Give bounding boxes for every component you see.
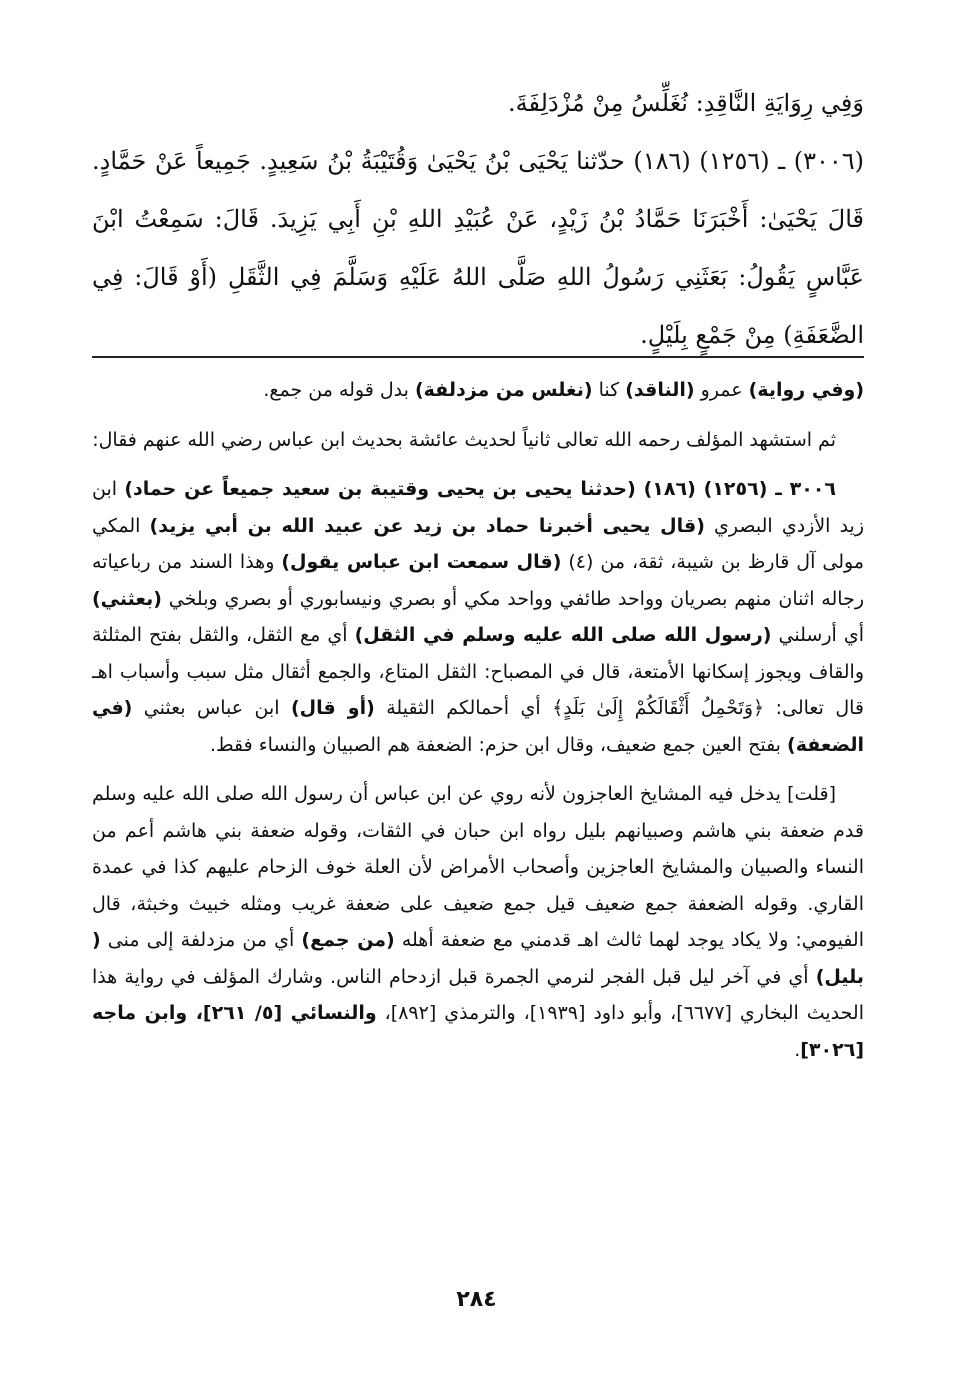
hadith-lead-line: وَفِي رِوَايَةِ النَّاقِدِ: نُغَلِّسُ مِنْ مُزْدَلِفَةَ.	[508, 89, 864, 117]
plain-text: أي أحمالكم الثقيلة	[374, 697, 553, 719]
plain-text: [قلت] يدخل فيه المشايخ العاجزون لأنه روي عن ابن عباس أن رسول الله صلى الله عليه وسلم قدم ضعفة بني هاشم وصبيانهم بليل رواه ابن حبان في الثقات، وقوله ضعفة بني هاشم أعم من النساء والصبيان والمشايخ العاجزين وأصحاب الأمراض لأن العلة خوف الزحام عليهم كذا في عمدة القاري. وقوله الضعفة جمع ضعيف قيل جمع ضعيف على ضعفة غريب ومثله خبيث وخبثة، قال الفيومي: ولا يكاد يوجد لهما ثالث اهـ قدمني مع ضعفة أهله	[92, 783, 864, 951]
plain-text: المكي مولى آل قارظ بن شيبة، ثقة، من (٤)	[92, 514, 864, 573]
bold-term: (قال سمعت ابن عباس يقول)	[281, 551, 562, 573]
plain-text: بدل قوله من جمع.	[263, 379, 415, 401]
quran-verse: ﴿وَتَحْمِلُ أَثْقَالَكُمْ إِلَىٰ بَلَدٍ﴾	[552, 697, 765, 719]
plain-text: أي مع الثقل، والثقل بفتح المثلثة والقاف ويجوز إسكانها الأمتعة، قال في المصباح: الثقل المتاع، والجمع أثقال مثل سبب وأسباب اهـ قال تعالى:	[92, 624, 865, 719]
plain-text: أي أرسلني	[771, 624, 865, 646]
hadith-text: (٣٠٠٦) ـ (١٢٥٦) (١٨٦) حدّثنا يَحْيَى بْنُ يَحْيَىٰ وَقُتَيْبَةُ بْنُ سَعِيدٍ. جَمِيعاً عَنْ حَمَّادٍ. قَالَ يَحْيَىٰ: أَخْبَرَنَا حَمَّادُ بْنُ زَيْدٍ، عَنْ عُبَيْدِ اللهِ بْنِ أَبِي يَزِيدَ. قَالَ: سَمِعْتُ ابْنَ عَبَّاسٍ يَقُولُ: بَعَثَنِي رَسُولُ اللهِ صَلَّى اللهُ عَلَيْهِ وَسَلَّمَ فِي الثَّقَلِ (أَوْ قَالَ: فِي الضَّعَفَةِ) مِنْ جَمْعٍ بِلَيْلٍ.	[92, 147, 865, 349]
commentary-section	[92, 372, 864, 1081]
plain-text: عمرو	[694, 379, 749, 401]
bold-term: ( بليل)	[92, 929, 864, 988]
plain-text: وهذا السند من رباعياته رجاله اثنان منهم بصريان وواحد طائفي وواحد مكي أو بصري ونيسابوري أو بصري وبلخي	[92, 551, 864, 610]
bold-term: ٣٠٠٦ ـ (١٢٥٦) (١٨٦) (حدثنا يحيى بن يحيى وقتيبة بن سعيد جميعاً عن حماد)	[124, 478, 836, 500]
plain-text: ابن عباس بعثني	[132, 697, 291, 719]
commentary-paragraph-3	[92, 471, 864, 763]
footnote-divider	[92, 356, 864, 358]
page-number: ٢٨٤	[456, 1287, 497, 1312]
bold-term: (وفي رواية)	[748, 379, 864, 401]
commentary-paragraph-4	[92, 776, 864, 1068]
commentary-paragraph-1	[92, 372, 864, 409]
bold-term: (من جمع)	[301, 929, 395, 951]
bold-term: (في الضعفة)	[92, 697, 864, 756]
commentary-paragraph-2: ثم استشهد المؤلف رحمه الله تعالى ثانياً لحديث عائشة بحديث ابن عباس رضي الله عنهم فقال:	[92, 428, 836, 451]
bold-term: (نغلس من مزدلفة)	[414, 379, 593, 401]
bold-term: (الناقد)	[625, 379, 695, 401]
bold-term: والنسائي [٥/ ٢٦١]، وابن ماجه [٣٠٢٦]	[92, 1002, 864, 1061]
bold-term: (أو قال)	[291, 697, 375, 719]
bold-term: (رسول الله صلى الله عليه وسلم في الثقل)	[354, 624, 772, 646]
plain-text: بفتح العين جمع ضعيف، وقال ابن حزم: الضعفة هم الصبيان والنساء فقط.	[209, 733, 788, 756]
plain-text: أي من مزدلفة إلى منى	[100, 929, 302, 951]
hadith-section	[92, 74, 864, 364]
bold-term: (بعثني)	[92, 587, 162, 610]
plain-text: .	[794, 1038, 801, 1061]
plain-text: ابن زيد الأزدي البصري	[92, 478, 865, 537]
plain-text: كنا	[592, 379, 626, 401]
plain-text: أي في آخر ليل قبل الفجر لنرمي الجمرة قبل ازدحام الناس. وشارك المؤلف في رواية هذا الحديث البخاري [٦٦٧٧]، وأبو داود [١٩٣٩]، والترمذي [٨٩٢]،	[92, 965, 864, 1024]
bold-term: (قال يحيى أخبرنا حماد بن زيد عن عبيد الله بن أبي يزيد)	[149, 514, 705, 537]
